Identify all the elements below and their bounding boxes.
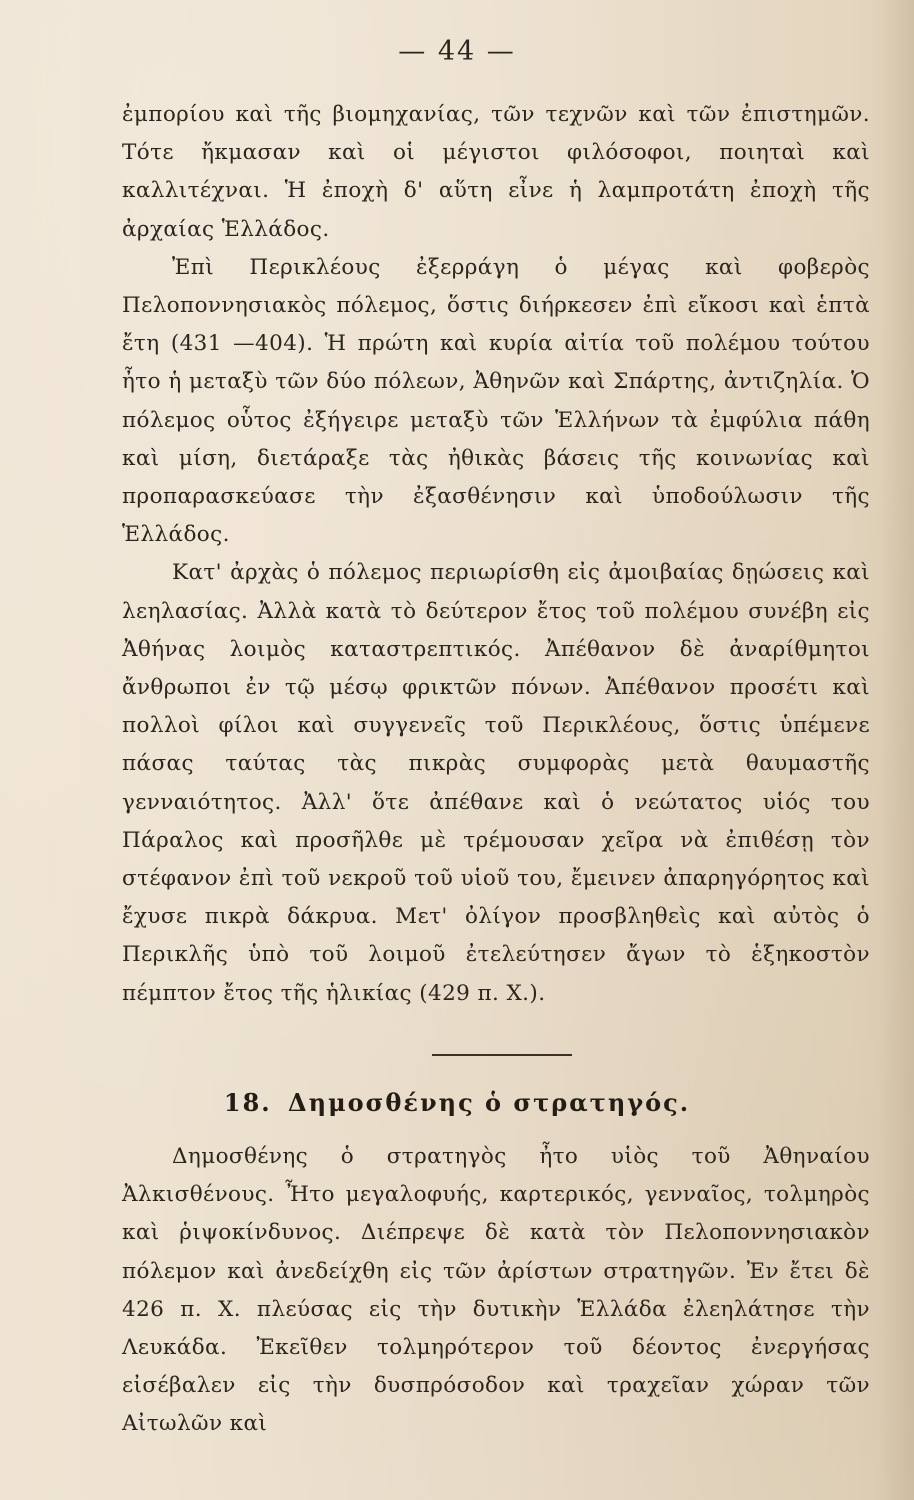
upper-text-block [122, 96, 870, 1013]
paragraph-continuation: ἐμπορίου καὶ τῆς βιομηχανίας, τῶν τεχνῶν καὶ τῶν ἐπιστημῶν. Τότε ἤκμασαν καὶ οἱ μέγιστοι φιλόσοφοι, ποιηταὶ καὶ καλλιτέχναι. Ἡ ἐποχὴ δ' αὕτη εἶνε ἡ λαμπροτάτη ἐποχὴ τῆς ἀρχαίας Ἑλλάδος. [122, 102, 870, 242]
page-number: — 44 — [398, 36, 516, 67]
section-title: Δημοσθένης ὁ στρατηγός. [288, 1088, 691, 1117]
lower-text-block [122, 1138, 870, 1444]
paragraph-plague: Κατ' ἀρχὰς ὁ πόλεμος περιωρίσθη εἰς ἀμοιβαίας δῃώσεις καὶ λεηλασίας. Ἀλλὰ κατὰ τὸ δεύτερον ἔτος τοῦ πολέμου συνέβη εἰς Ἀθήνας λοιμὸς καταστρεπτικός. Ἀπέθανον δὲ ἀναρίθμητοι ἄνθρωποι ἐν τῷ μέσῳ φρικτῶν πόνων. Ἀπέθανον προσέτι καὶ πολλοὶ φίλοι καὶ συγγενεῖς τοῦ Περικλέους, ὅστις ὑπέμενε πάσας ταύτας τὰς πικρὰς συμφορὰς μετὰ θαυμαστῆς γενναιότητος. Ἀλλ' ὅτε ἀπέθανε καὶ ὁ νεώτατος υἱός του Πάραλος καὶ προσῆλθε μὲ τρέμουσαν χεῖρα νὰ ἐπιθέσῃ τὸν στέφανον ἐπὶ τοῦ νεκροῦ τοῦ υἱοῦ του, ἔμεινεν ἀπαρηγόρητος καὶ ἔχυσε πικρὰ δάκρυα. Μετ' ὀλίγον προσβληθεὶς καὶ αὐτὸς ὁ Περικλῆς ὑπὸ τοῦ λοιμοῦ ἐτελεύτησεν ἄγων τὸ ἑξηκοστὸν πέμπτον ἔτος τῆς ἡλικίας (429 π. Χ.). [122, 560, 870, 1006]
page-edge-shadow [880, 0, 914, 1500]
paragraph-peloponnesian-war: Ἐπὶ Περικλέους ἐξερράγη ὁ μέγας καὶ φοβερὸς Πελοποννησιακὸς πόλεμος, ὅστις διήρκεσεν ἐπὶ εἴκοσι καὶ ἑπτὰ ἔτη (431 —404). Ἡ πρώτη καὶ κυρία αἰτία τοῦ πολέμου τούτου ἦτο ἡ μεταξὺ τῶν δύο πόλεων, Ἀθηνῶν καὶ Σπάρτης, ἀντιζηλία. Ὁ πόλεμος οὗτος ἐξήγειρε μεταξὺ τῶν Ἑλλήνων τὰ ἐμφύλια πάθη καὶ μίση, διετάραξε τὰς ἠθικὰς βάσεις τῆς κοινωνίας καὶ προπαρασκεύασε τὴν ἐξασθένησιν καὶ ὑποδούλωσιν τῆς Ἑλλάδος. [122, 254, 870, 548]
section-heading [0, 1088, 914, 1117]
paragraph-demosthenes: Δημοσθένης ὁ στρατηγὸς ἦτο υἱὸς τοῦ Ἀθηναίου Ἀλκισθένους. Ἦτο μεγαλοφυής, καρτερικός, γενναῖος, τολμηρὸς καὶ ῥιψοκίνδυνος. Διέπρεψε δὲ κατὰ τὸν Πελοποννησιακὸν πόλεμον καὶ ἀνεδείχθη εἰς τῶν ἀρίστων στρατηγῶν. Ἐν ἔτει δὲ 426 π. Χ. πλεύσας εἰς τὴν δυτικὴν Ἑλλάδα ἐλεηλάτησε τὴν Λευκάδα. Ἐκεῖθεν τολμηρότερον τοῦ δέοντος ἐνεργήσας εἰσέβαλεν εἰς τὴν δυσπρόσοδον καὶ τραχεῖαν χώραν τῶν Αἰτωλῶν καὶ [122, 1144, 870, 1437]
section-divider [432, 1054, 572, 1056]
section-number: 18. [223, 1088, 272, 1117]
